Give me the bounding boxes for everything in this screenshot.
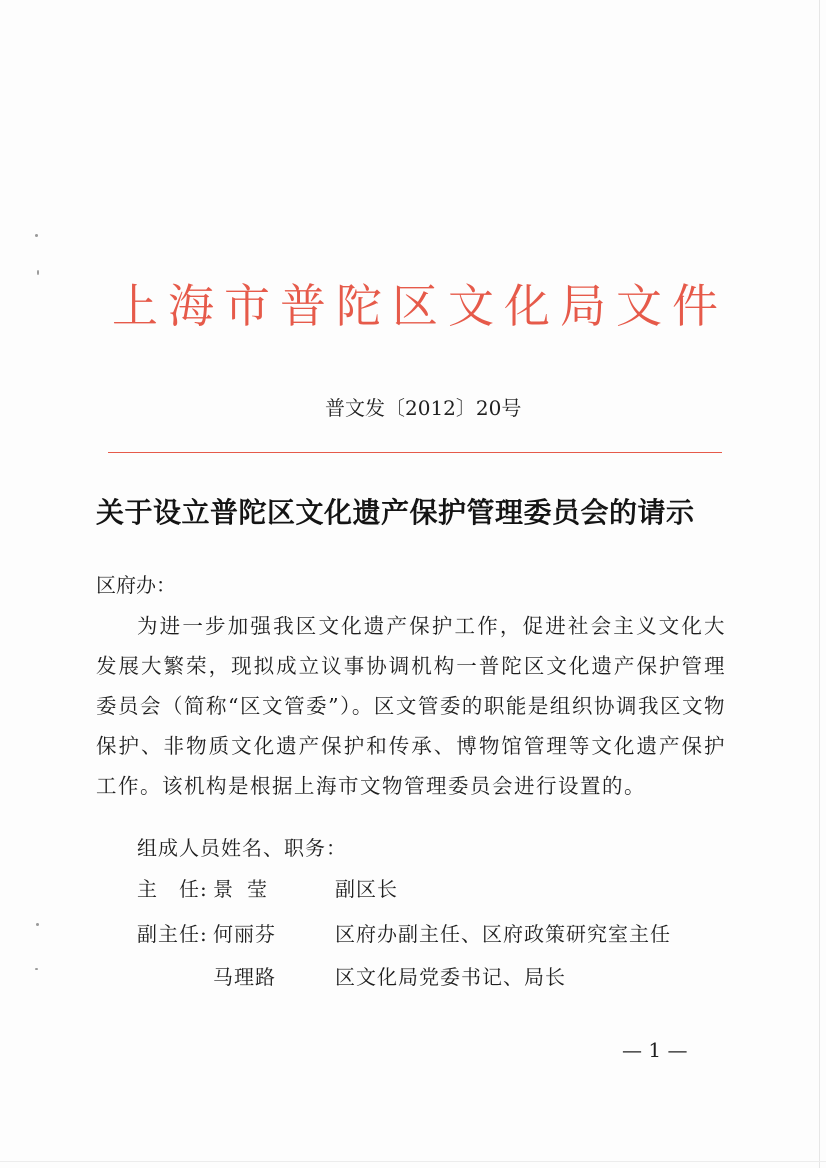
scan-speck (36, 923, 39, 926)
scan-edge-right (819, 0, 820, 1168)
document-number: 普文发〔2012〕20号 (325, 396, 522, 420)
member-row (137, 873, 398, 902)
issuer-title: 上海市普陀区文化局文件 (112, 279, 728, 333)
page-number: — 1 — (622, 1038, 688, 1062)
member-role: 主 任: (137, 877, 208, 901)
scan-speck (37, 270, 39, 275)
body-paragraph: 为进一步加强我区文化遗产保护工作，促进社会主义文化大发展大繁荣，现拟成立议事协调机构一普陀区文化遗产保护管理委员会（简称“区文管委”）。区文管委的职能是组织协调我区文物保护、非物质文化遗产保护和传承、博物馆管理等文化遗产保护工作。该机构是根据上海市文物管理委员会进行设置的。 (96, 614, 726, 798)
member-name: 景莹 (213, 877, 281, 901)
red-divider-line (108, 452, 722, 453)
member-title: 区府办副主任、区府政策研究室主任 (335, 922, 671, 946)
scan-speck (35, 968, 38, 970)
scan-speck (35, 234, 38, 237)
member-name: 马理路 (213, 965, 276, 989)
member-row (137, 961, 566, 990)
document-subject: 关于设立普陀区文化遗产保护管理委员会的请示 (96, 496, 695, 529)
recipient: 区府办： (96, 573, 176, 597)
members-intro: 组成人员姓名、职务： (137, 836, 347, 860)
member-role: 副主任: (137, 922, 208, 946)
member-name: 何丽芬 (213, 922, 276, 946)
member-title: 副区长 (335, 877, 398, 901)
member-row (137, 918, 671, 947)
member-title: 区文化局党委书记、局长 (335, 965, 566, 989)
scan-edge-bottom (0, 1161, 826, 1162)
